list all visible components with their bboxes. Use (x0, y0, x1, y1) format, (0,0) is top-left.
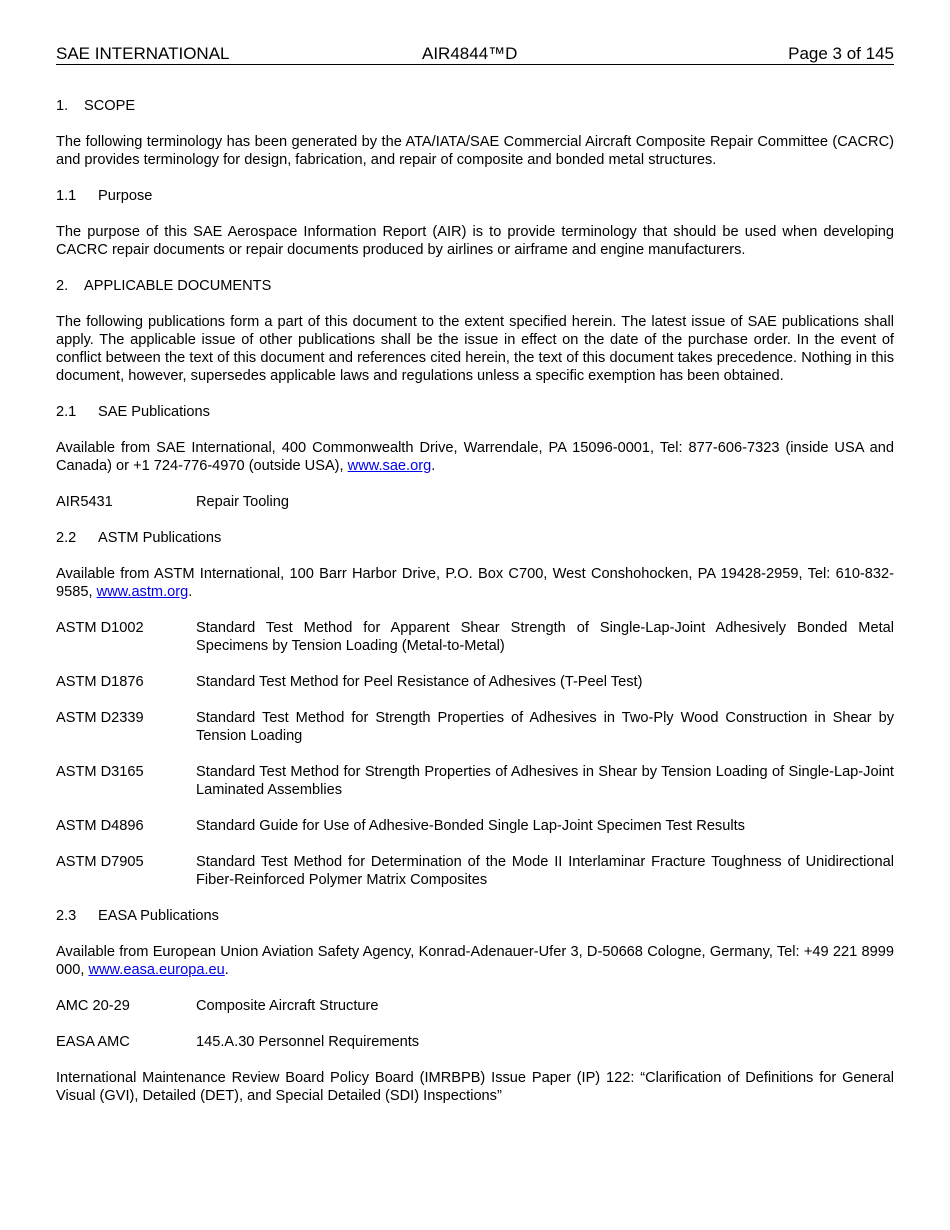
scope-paragraph: The following terminology has been generated by the ATA/IATA/SAE Commercial Aircraft Composite Repair Committee (CACRC) and provides terminology for design, fabrication, and repair of composite and bonded metal structures. (56, 134, 894, 168)
applicable-documents-paragraph: The following publications form a part of this document to the extent specified herein. The latest issue of SAE publications shall apply. The applicable issue of other publications shall be the issue in effect on the date of the purchase order. In the event of conflict between the text of this document and references cited herein, the text of this document takes precedence. Nothing in this document, however, supersedes applicable laws and regulations unless a specific exemption has been obtained. (56, 314, 894, 384)
document-body (56, 97, 894, 1123)
header-organization: SAE INTERNATIONAL (56, 44, 230, 63)
reference-title: Composite Aircraft Structure (196, 998, 379, 1014)
reference-code: AMC 20-29 (56, 998, 130, 1014)
section-heading-sae-publications (56, 403, 894, 421)
period: . (431, 458, 436, 474)
reference-entry (56, 709, 894, 745)
reference-title: Standard Guide for Use of Adhesive-Bonded Single Lap-Joint Specimen Test Results (196, 818, 745, 834)
section-heading-easa-publications (56, 907, 894, 925)
section-heading-applicable-documents (56, 277, 894, 295)
reference-code: ASTM D1002 (56, 620, 144, 636)
period: . (224, 962, 229, 978)
reference-code: ASTM D2339 (56, 710, 144, 726)
purpose-paragraph: The purpose of this SAE Aerospace Information Report (AIR) is to provide terminology that should be used when developing CACRC repair documents or repair documents produced by airlines or airframe and engine manufacturers. (56, 224, 894, 258)
header-page-number: Page 3 of 145 (788, 44, 894, 63)
reference-title: Standard Test Method for Peel Resistance of Adhesives (T-Peel Test) (196, 674, 643, 690)
sae-website-link[interactable]: www.sae.org (347, 458, 432, 474)
reference-title: Repair Tooling (196, 494, 290, 510)
reference-entry (56, 619, 894, 655)
reference-entry (56, 763, 894, 799)
astm-website-link[interactable]: www.astm.org (96, 584, 189, 600)
section-heading-astm-publications (56, 529, 894, 547)
easa-website-link[interactable]: www.easa.europa.eu (88, 962, 225, 978)
section-number: 2.1 (56, 404, 77, 420)
reference-code: AIR5431 (56, 494, 113, 510)
availability-text: Available from European Union Aviation Safety Agency, Konrad-Adenauer-Ufer 3, D-50668 Cologne, Germany, Tel: +49 221 8999 000, (56, 944, 894, 978)
reference-code: EASA AMC (56, 1034, 130, 1050)
section-number: 2. (56, 278, 69, 294)
section-title: EASA Publications (98, 908, 219, 924)
section-title: APPLICABLE DOCUMENTS (84, 278, 272, 294)
reference-entry (56, 817, 894, 835)
sae-availability-paragraph (56, 439, 894, 475)
reference-code: ASTM D4896 (56, 818, 144, 834)
reference-entry (56, 997, 894, 1015)
section-title: SCOPE (84, 98, 136, 114)
section-number: 2.2 (56, 530, 77, 546)
section-heading-scope (56, 97, 894, 115)
reference-title: Standard Test Method for Strength Properties of Adhesives in Shear by Tension Loading of Single-Lap-Joint Laminated Assemblies (196, 764, 894, 798)
section-title: SAE Publications (98, 404, 210, 420)
reference-code: ASTM D7905 (56, 854, 144, 870)
easa-availability-paragraph (56, 943, 894, 979)
header-document-number: AIR4844™D (422, 44, 518, 63)
section-number: 1.1 (56, 188, 77, 204)
astm-availability-paragraph (56, 565, 894, 601)
reference-title: Standard Test Method for Determination of the Mode II Interlaminar Fracture Toughness of Unidirectional Fiber-Reinforced Polymer Matrix Composites (196, 854, 894, 888)
section-heading-purpose (56, 187, 894, 205)
period: . (188, 584, 193, 600)
reference-entry (56, 493, 894, 511)
section-number: 1. (56, 98, 69, 114)
reference-entry (56, 673, 894, 691)
section-number: 2.3 (56, 908, 77, 924)
section-title: Purpose (98, 188, 153, 204)
availability-text: Available from ASTM International, 100 Barr Harbor Drive, P.O. Box C700, West Conshohocken, PA 19428-2959, Tel: 610-832-9585, (56, 566, 894, 600)
reference-code: ASTM D1876 (56, 674, 144, 690)
page-header (56, 44, 894, 65)
section-title: ASTM Publications (98, 530, 222, 546)
reference-title: Standard Test Method for Apparent Shear Strength of Single-Lap-Joint Adhesively Bonded Metal Specimens by Tension Loading (Metal-to-Metal) (196, 620, 894, 654)
reference-code: ASTM D3165 (56, 764, 144, 780)
reference-title: 145.A.30 Personnel Requirements (196, 1034, 420, 1050)
reference-entry (56, 853, 894, 889)
reference-title: Standard Test Method for Strength Properties of Adhesives in Two-Ply Wood Construction in Shear by Tension Loading (196, 710, 894, 744)
imrbpb-paragraph: International Maintenance Review Board Policy Board (IMRBPB) Issue Paper (IP) 122: “Clarification of Definitions for General Visual (GVI), Detailed (DET), and Special Detailed (SDI) Inspections” (56, 1070, 894, 1104)
reference-entry (56, 1033, 894, 1051)
availability-text: Available from SAE International, 400 Commonwealth Drive, Warrendale, PA 15096-0001, Tel: 877-606-7323 (inside USA and Canada) or +1 724-776-4970 (outside USA), (56, 440, 894, 474)
